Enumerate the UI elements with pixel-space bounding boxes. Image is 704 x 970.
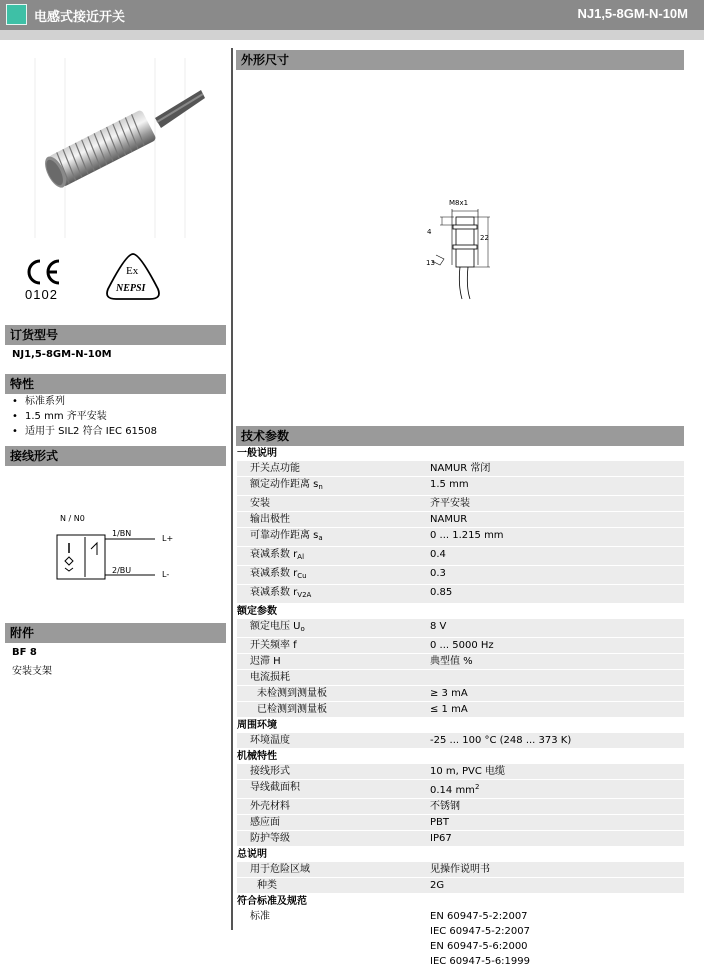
brand-square-icon xyxy=(6,4,27,25)
dim-thread-label: M8x1 xyxy=(449,199,469,207)
dim-13-label: 13 xyxy=(426,259,435,267)
product-photo xyxy=(5,48,227,248)
spec-value: 0.3 xyxy=(430,566,684,585)
accessories-header: 附件 xyxy=(5,623,226,643)
features-header: 特性 xyxy=(5,374,226,394)
spec-key: 标准 xyxy=(237,909,430,970)
section-title: 机械特性 xyxy=(237,749,684,765)
order-code: NJ1,5-8GM-N-10M xyxy=(12,349,112,360)
accessory-desc: 安装支架 xyxy=(12,666,52,677)
dimension-drawing xyxy=(410,195,520,305)
dim-4-label: 4 xyxy=(427,228,432,236)
spec-key: 种类 xyxy=(237,878,430,894)
feature-item: • 适用于 SIL2 符合 IEC 61508 xyxy=(12,424,157,439)
nepsi-label: NEPSI xyxy=(116,283,146,294)
tech-data-table xyxy=(237,446,684,970)
dim-22-label: 22 xyxy=(480,234,489,242)
spec-key: 防护等级 xyxy=(237,831,430,847)
spec-key: 感应面 xyxy=(237,815,430,831)
ex-label: Ex xyxy=(126,265,139,277)
spec-value: ≥ 3 mA xyxy=(430,686,684,702)
spec-value: 1.5 mm xyxy=(430,477,684,496)
spec-value: IP67 xyxy=(430,831,684,847)
spec-value: 0 ... 5000 Hz xyxy=(430,638,684,654)
spec-value: 10 m, PVC 电缆 xyxy=(430,764,684,780)
spec-value: -25 ... 100 °C (248 ... 373 K) xyxy=(430,733,684,749)
spec-key: 未检测到测量板 xyxy=(237,686,430,702)
spec-key: 安装 xyxy=(237,496,430,512)
spec-value: PBT xyxy=(430,815,684,831)
title-bar xyxy=(0,0,704,30)
spec-key: 可靠动作距离 $s_a$ xyxy=(237,528,430,547)
spec-value: ≤ 1 mA xyxy=(430,702,684,718)
model-number: NJ1,5-8GM-N-10M xyxy=(577,6,688,21)
wiring-type-label: N / N0 xyxy=(60,514,85,523)
spec-key: 衰减系数 $r_{V2A}$ xyxy=(237,585,430,604)
spec-key: 额定电压 $U_o$ xyxy=(237,619,430,638)
spec-key: 衰减系数 $r_{Al}$ xyxy=(237,547,430,566)
section-title: 周围环境 xyxy=(237,718,684,734)
nepsi-ex-icon xyxy=(98,251,168,303)
column-divider xyxy=(231,48,233,930)
order-header: 订货型号 xyxy=(5,325,226,345)
l-minus-label: L- xyxy=(162,570,170,579)
spec-value: 典型值 % xyxy=(430,654,684,670)
section-title: 一般说明 xyxy=(237,446,684,461)
spec-value: 0 ... 1.215 mm xyxy=(430,528,684,547)
spec-value: 见操作说明书 xyxy=(430,862,684,878)
spec-key: 外壳材料 xyxy=(237,799,430,815)
page-title: 电感式接近开关 xyxy=(34,10,126,25)
spec-value: 8 V xyxy=(430,619,684,638)
spec-key: 用于危险区域 xyxy=(237,862,430,878)
spec-value: 齐平安装 xyxy=(430,496,684,512)
spec-key: 输出极性 xyxy=(237,512,430,528)
wire-bu-label: 2/BU xyxy=(112,566,132,575)
wiring-header: 接线形式 xyxy=(5,446,226,466)
spec-value: EN 60947-5-2:2007 IEC 60947-5-2:2007 EN 60947-5-6:2000 IEC 60947-5-6:1999 xyxy=(430,909,684,970)
feature-item: • 标准系列 xyxy=(12,394,157,409)
l-plus-label: L+ xyxy=(162,534,174,543)
features-list xyxy=(12,394,157,439)
spec-key: 导线截面积 xyxy=(237,780,430,799)
ce-number: 0102 xyxy=(25,287,58,302)
spec-key: 电流损耗 xyxy=(237,670,430,686)
spec-key: 开关点功能 xyxy=(237,461,430,477)
wire-bn-label: 1/BN xyxy=(112,529,132,538)
spec-value: 0.4 xyxy=(430,547,684,566)
accessory-name: BF 8 xyxy=(12,647,37,658)
spec-key: 接线形式 xyxy=(237,764,430,780)
spec-value: NAMUR xyxy=(430,512,684,528)
section-title: 总说明 xyxy=(237,847,684,863)
spec-key: 迟滞 H xyxy=(237,654,430,670)
feature-item: • 1.5 mm 齐平安装 xyxy=(12,409,157,424)
spec-key: 环境温度 xyxy=(237,733,430,749)
certification-marks xyxy=(20,255,200,305)
section-title: 符合标准及规范 xyxy=(237,894,684,910)
dimensions-header: 外形尺寸 xyxy=(236,50,684,70)
spec-key: 已检测到测量板 xyxy=(237,702,430,718)
sub-bar xyxy=(0,30,704,40)
section-title: 额定参数 xyxy=(237,604,684,620)
spec-key: 开关频率 f xyxy=(237,638,430,654)
spec-value: 0.85 xyxy=(430,585,684,604)
spec-key: 衰减系数 $r_{Cu}$ xyxy=(237,566,430,585)
spec-value: 2G xyxy=(430,878,684,894)
spec-value: NAMUR 常闭 xyxy=(430,461,684,477)
spec-value: 0.14 $mm^2$ xyxy=(430,780,684,799)
spec-key: 额定动作距离 $s_n$ xyxy=(237,477,430,496)
tech-header: 技术参数 xyxy=(236,426,684,446)
spec-value: 不锈钢 xyxy=(430,799,684,815)
spec-value xyxy=(430,670,684,686)
